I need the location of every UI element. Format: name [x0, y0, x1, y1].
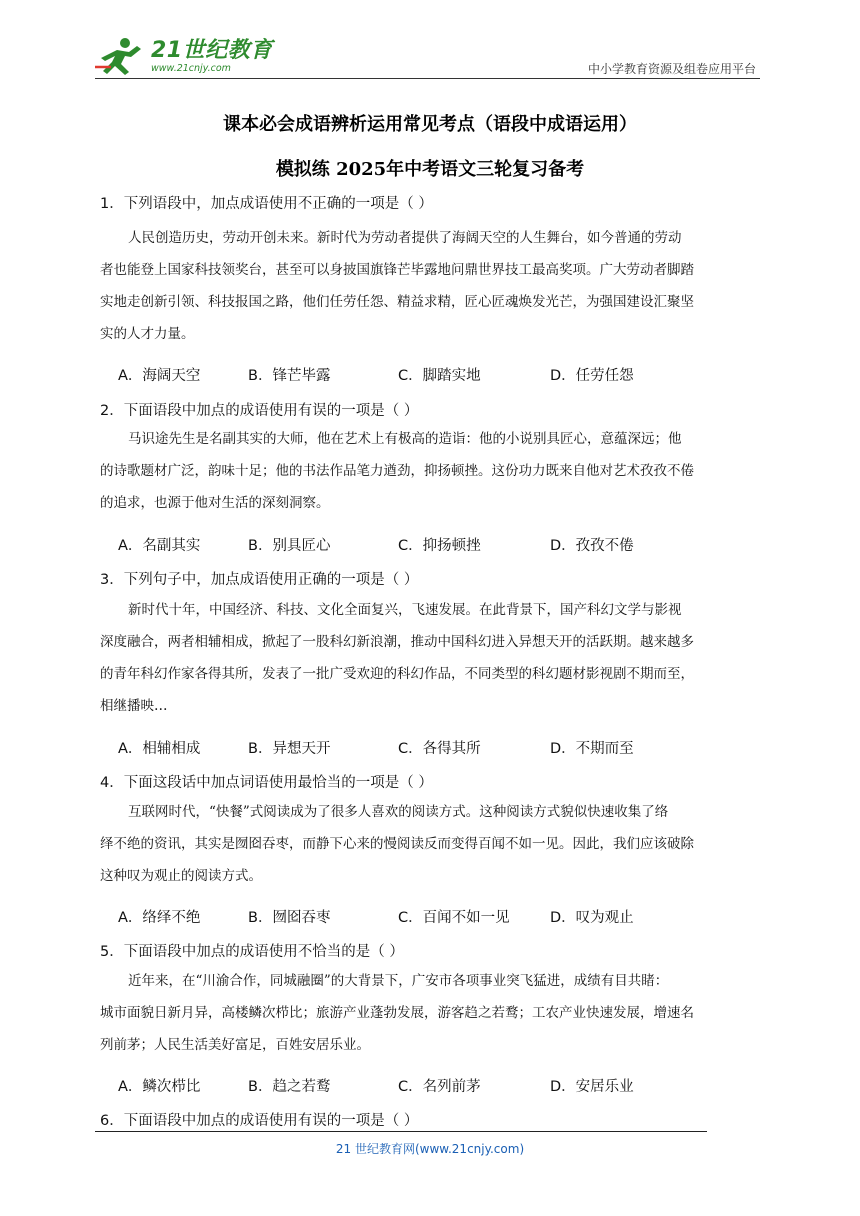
passage-line: 者也能登上国家科技领奖台，甚至可以身披国旗锋芒毕露地问鼎世界技工最高奖项。广大劳动者脚踏: [100, 262, 694, 278]
passage-line: 的青年科幻作家各得其所，发表了一批广受欢迎的科幻作品，不同类型的科幻题材影视剧不期而至，: [100, 666, 694, 682]
option-a[interactable]: A．相辅相成: [118, 741, 201, 757]
passage-line: 实的人才力量。: [100, 326, 195, 342]
option-c[interactable]: C．抑扬顿挫: [398, 538, 481, 554]
option-b[interactable]: B．别具匠心: [248, 538, 331, 554]
passage-line: 实地走创新引领、科技报国之路，他们任劳任怨、精益求精，匠心匠魂焕发光芒，为强国建设汇聚坚: [100, 294, 694, 310]
option-a[interactable]: A．海阔天空: [118, 368, 201, 384]
question-passage: [100, 222, 765, 350]
option-d[interactable]: D．安居乐业: [550, 1079, 634, 1095]
question-stem: 5．下面语段中加点的成语使用不恰当的是（ ）: [100, 944, 404, 960]
page-header: [95, 30, 760, 79]
question-stem: 1．下列语段中，加点成语使用不正确的一项是（ ）: [100, 196, 433, 212]
passage-line: 马识途先生是名副其实的大师，他在艺术上有极高的造诣：他的小说别具匠心，意蕴深远；他: [128, 431, 682, 447]
passage-line: 相继播映…: [100, 698, 168, 714]
question-passage: [100, 965, 765, 1061]
option-c[interactable]: C．脚踏实地: [398, 368, 481, 384]
page-footer[interactable]: 21 世纪教育网(www.21cnjy.com): [335, 1142, 525, 1156]
option-b[interactable]: B．锋芒毕露: [248, 368, 331, 384]
option-b[interactable]: B．囫囵吞枣: [248, 910, 331, 926]
page-subtitle: 模拟练 2025年中考语文三轮复习备考: [275, 159, 585, 180]
option-b[interactable]: B．异想天开: [248, 741, 331, 757]
platform-name: 中小学教育资源及组卷应用平台: [587, 62, 756, 76]
option-b[interactable]: B．趋之若鹜: [248, 1079, 331, 1095]
passage-line: 互联网时代，“快餐”式阅读成为了很多人喜欢的阅读方式。这种阅读方式貌似快速收集了络: [128, 804, 669, 820]
passage-line: 深度融合，两者相辅相成，掀起了一股科幻新浪潮，推动中国科幻进入异想天开的活跃期。越来越多: [100, 634, 694, 650]
passage-line: 绎不绝的资讯，其实是囫囵吞枣，而静下心来的慢阅读反而变得百闻不如一见。因此，我们应该破除: [100, 836, 694, 852]
passage-line: 的追求，也源于他对生活的深刻洞察。: [100, 495, 330, 511]
question-passage: [100, 594, 765, 722]
passage-line: 人民创造历史，劳动开创未来。新时代为劳动者提供了海阔天空的人生舞台，如今普通的劳动: [128, 230, 682, 246]
passage-line: 新时代十年，中国经济、科技、文化全面复兴，飞速发展。在此背景下，国产科幻文学与影视: [128, 602, 682, 618]
question-passage: [100, 796, 765, 892]
footer-divider: [95, 1131, 707, 1132]
option-c[interactable]: C．名列前茅: [398, 1079, 481, 1095]
option-d[interactable]: D．叹为观止: [550, 910, 634, 926]
option-a[interactable]: A．络绎不绝: [118, 910, 201, 926]
question-stem: 3．下列句子中，加点成语使用正确的一项是（ ）: [100, 572, 419, 588]
option-d[interactable]: D．孜孜不倦: [550, 538, 634, 554]
question-stem: 2．下面语段中加点的成语使用有误的一项是（ ）: [100, 403, 419, 419]
passage-line: 这种叹为观止的阅读方式。: [100, 868, 262, 884]
option-d[interactable]: D．任劳任怨: [550, 368, 634, 384]
logo-url: www.21cnjy.com: [151, 62, 231, 74]
page-title: 课本必会成语辨析运用常见考点（语段中成语运用）: [223, 114, 637, 135]
question-passage: [100, 423, 765, 519]
question-stem: 4．下面这段话中加点词语使用最恰当的一项是（ ）: [100, 775, 433, 791]
option-d[interactable]: D．不期而至: [550, 741, 634, 757]
option-a[interactable]: A．鳞次栉比: [118, 1079, 201, 1095]
option-c[interactable]: C．百闻不如一见: [398, 910, 510, 926]
passage-line: 城市面貌日新月异，高楼鳞次栉比；旅游产业蓬勃发展，游客趋之若鹜；工农产业快速发展，增速名: [100, 1005, 694, 1021]
passage-line: 的诗歌题材广泛，韵味十足；他的书法作品笔力遒劲，抑扬顿挫。这份功力既来自他对艺术孜孜不倦: [100, 463, 694, 479]
runner-logo-icon: [95, 36, 147, 76]
passage-line: 近年来，在“川渝合作，同城融圈”的大背景下，广安市各项事业突飞猛进，成绩有目共睹：: [128, 973, 669, 989]
logo-wordmark: 21世纪教育: [151, 37, 273, 63]
passage-line: 列前茅；人民生活美好富足，百姓安居乐业。: [100, 1037, 370, 1053]
question-stem: 6．下面语段中加点的成语使用有误的一项是（ ）: [100, 1113, 419, 1129]
option-c[interactable]: C．各得其所: [398, 741, 481, 757]
site-logo: [95, 36, 273, 76]
option-a[interactable]: A．名副其实: [118, 538, 201, 554]
